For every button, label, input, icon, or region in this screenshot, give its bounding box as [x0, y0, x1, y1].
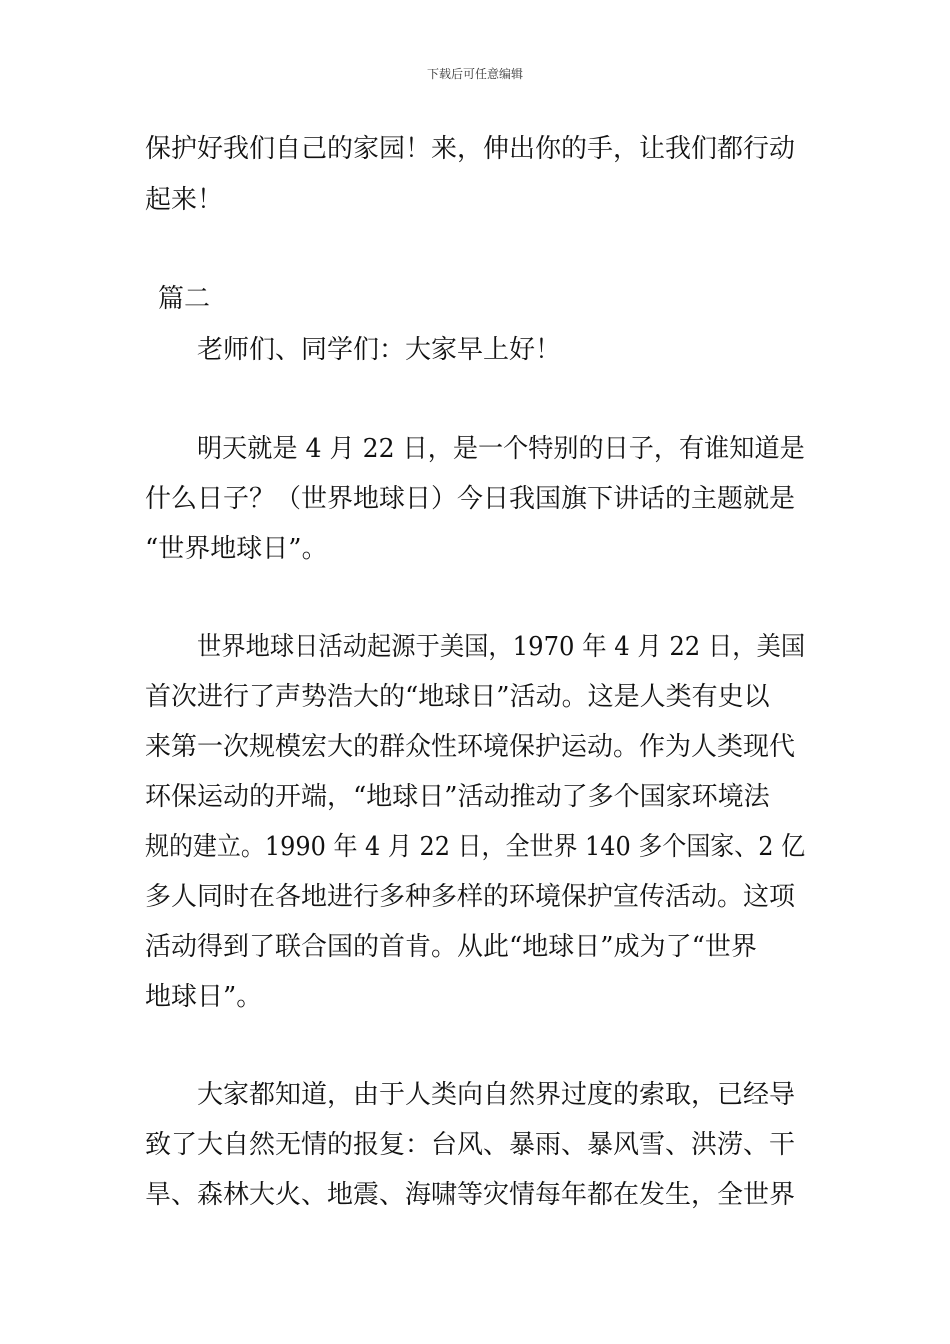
text-line: 世界地球日活动起源于美国，1970 年 4 月 22 日，美国: [197, 632, 806, 662]
text-line: 大家都知道，由于人类向自然界过度的索取，已经导: [197, 1080, 796, 1110]
text-line: 致了大自然无情的报复：台风、暴雨、暴风雪、洪涝、干: [145, 1130, 796, 1160]
text-line: 保护好我们自己的家园！来，伸出你的手，让我们都行动: [145, 134, 796, 164]
text-line: 多人同时在各地进行多种多样的环境保护宣传活动。这项: [145, 882, 796, 912]
text-line: 旱、森林大火、地震、海啸等灾情每年都在发生，全世界: [145, 1180, 796, 1210]
text-line: 规的建立。1990 年 4 月 22 日，全世界 140 多个国家、2 亿: [145, 832, 806, 862]
page-header: 下载后可任意编辑: [426, 67, 523, 81]
greeting-line: 老师们、同学们：大家早上好！: [197, 335, 562, 365]
text-line: 环保运动的开端，“地球日”活动推动了多个国家环境法: [145, 782, 770, 812]
text-line: 明天就是 4 月 22 日，是一个特别的日子，有谁知道是: [197, 434, 805, 464]
text-line: 活动得到了联合国的首肯。从此“地球日”成为了“世界: [145, 932, 757, 962]
text-line: 什么日子？（世界地球日）今日我国旗下讲话的主题就是: [145, 484, 796, 514]
section-heading: 篇二: [158, 284, 211, 314]
text-line: 起来！: [145, 185, 224, 215]
text-line: 来第一次规模宏大的群众性环境保护运动。作为人类现代: [145, 732, 796, 762]
text-line: 首次进行了声势浩大的“地球日”活动。这是人类有史以: [145, 682, 770, 712]
text-line: “世界地球日”。: [145, 534, 328, 564]
text-line: 地球日”。: [145, 982, 263, 1012]
